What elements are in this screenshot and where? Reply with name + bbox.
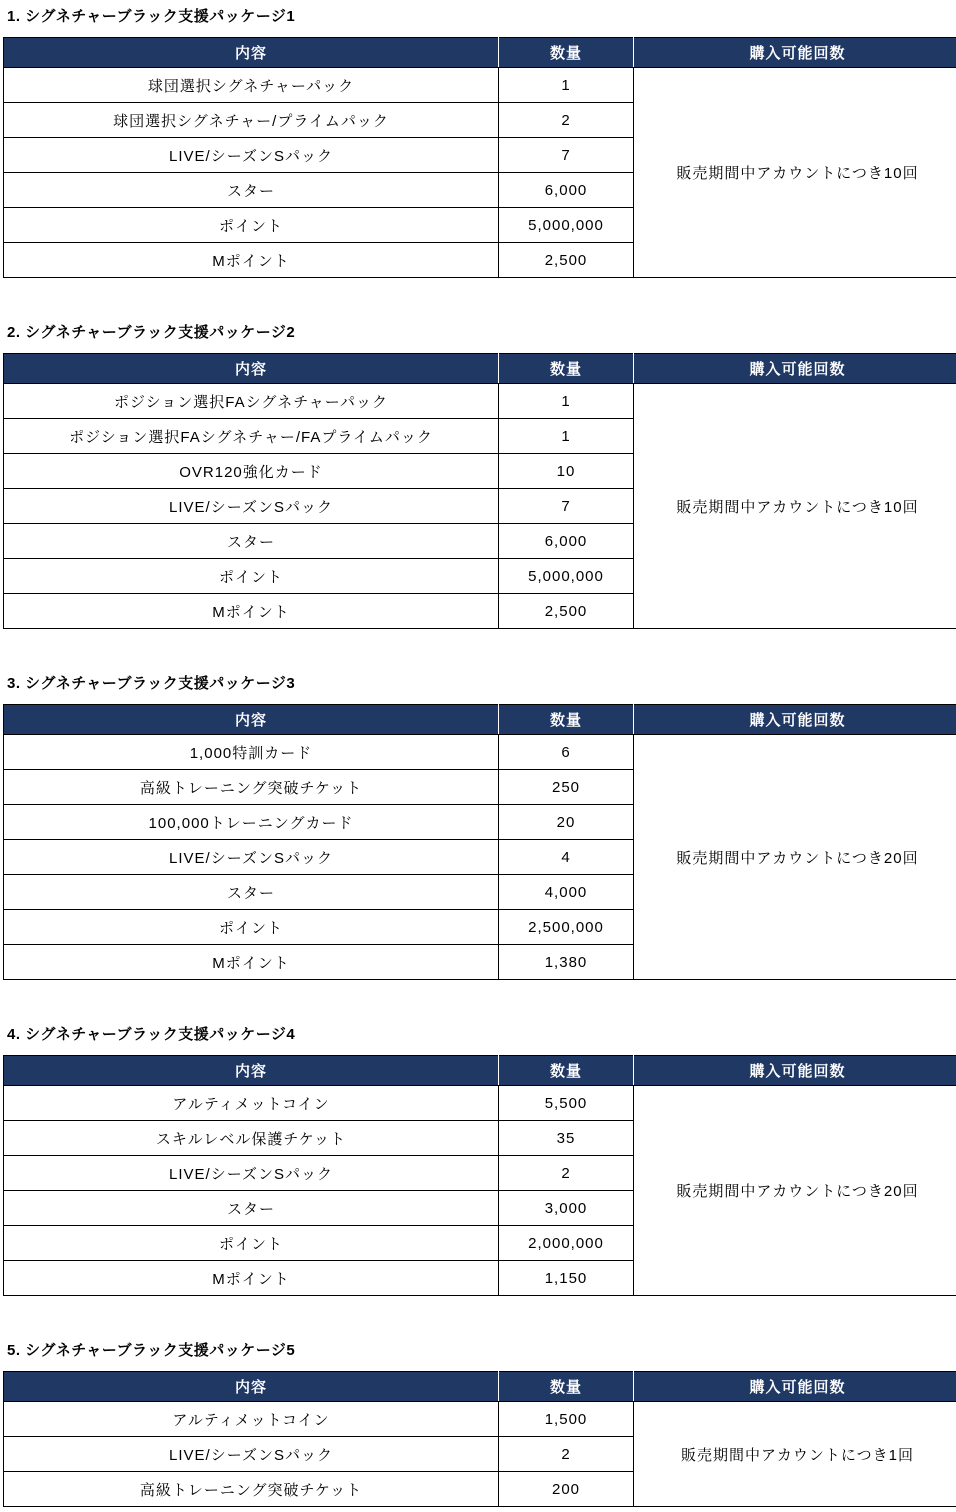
- table-row: [4, 1402, 956, 1437]
- package-section: [3, 324, 956, 629]
- package-title: 3. シグネチャーブラック支援パッケージ3: [7, 675, 956, 693]
- header-row: [4, 705, 956, 735]
- package-table: [3, 704, 956, 980]
- item-name-cell: ポイント: [4, 1226, 499, 1261]
- item-name-cell: 球団選択シグネチャーパック: [4, 68, 499, 103]
- package-title: 5. シグネチャーブラック支援パッケージ5: [7, 1342, 956, 1360]
- table-head: [4, 705, 956, 735]
- item-name-cell: 1,000特訓カード: [4, 735, 499, 770]
- item-name-cell: ポイント: [4, 910, 499, 945]
- item-name-cell: スキルレベル保護チケット: [4, 1121, 499, 1156]
- column-header-quantity: 数量: [499, 354, 634, 384]
- item-name-cell: スター: [4, 875, 499, 910]
- quantity-cell: 6,000: [499, 524, 634, 559]
- item-name-cell: Mポイント: [4, 945, 499, 980]
- quantity-cell: 5,000,000: [499, 208, 634, 243]
- table-head: [4, 1372, 956, 1402]
- table-body: [4, 1086, 956, 1296]
- quantity-cell: 250: [499, 770, 634, 805]
- quantity-cell: 2,500,000: [499, 910, 634, 945]
- table-row: [4, 68, 956, 103]
- package-table: [3, 37, 956, 278]
- table-head: [4, 354, 956, 384]
- item-name-cell: ポイント: [4, 559, 499, 594]
- table-head: [4, 1056, 956, 1086]
- quantity-cell: 10: [499, 454, 634, 489]
- quantity-cell: 1: [499, 68, 634, 103]
- column-header-quantity: 数量: [499, 705, 634, 735]
- purchase-limit-cell: 販売期間中アカウントにつき10回: [634, 384, 956, 629]
- quantity-cell: 5,500: [499, 1086, 634, 1121]
- table-body: [4, 735, 956, 980]
- quantity-cell: 4,000: [499, 875, 634, 910]
- quantity-cell: 1,500: [499, 1402, 634, 1437]
- column-header-purchase-count: 購入可能回数: [634, 1056, 956, 1086]
- item-name-cell: 高級トレーニング突破チケット: [4, 1472, 499, 1507]
- quantity-cell: 2: [499, 1156, 634, 1191]
- quantity-cell: 2,000,000: [499, 1226, 634, 1261]
- column-header-purchase-count: 購入可能回数: [634, 38, 956, 68]
- quantity-cell: 20: [499, 805, 634, 840]
- column-header-quantity: 数量: [499, 38, 634, 68]
- table-row: [4, 384, 956, 419]
- header-row: [4, 1372, 956, 1402]
- package-table: [3, 353, 956, 629]
- package-title: 2. シグネチャーブラック支援パッケージ2: [7, 324, 956, 342]
- item-name-cell: OVR120強化カード: [4, 454, 499, 489]
- package-section: [3, 1342, 956, 1507]
- quantity-cell: 2: [499, 103, 634, 138]
- purchase-limit-cell: 販売期間中アカウントにつき20回: [634, 735, 956, 980]
- quantity-cell: 200: [499, 1472, 634, 1507]
- quantity-cell: 4: [499, 840, 634, 875]
- quantity-cell: 2,500: [499, 594, 634, 629]
- quantity-cell: 35: [499, 1121, 634, 1156]
- table-body: [4, 68, 956, 278]
- quantity-cell: 7: [499, 489, 634, 524]
- table-row: [4, 735, 956, 770]
- item-name-cell: LIVE/シーズンSパック: [4, 138, 499, 173]
- table-head: [4, 38, 956, 68]
- column-header-quantity: 数量: [499, 1372, 634, 1402]
- quantity-cell: 1,150: [499, 1261, 634, 1296]
- quantity-cell: 2: [499, 1437, 634, 1472]
- item-name-cell: LIVE/シーズンSパック: [4, 1156, 499, 1191]
- item-name-cell: スター: [4, 173, 499, 208]
- column-header-purchase-count: 購入可能回数: [634, 1372, 956, 1402]
- item-name-cell: 球団選択シグネチャー/プライムパック: [4, 103, 499, 138]
- package-section: [3, 675, 956, 980]
- package-section: [3, 8, 956, 278]
- column-header-content: 内容: [4, 1372, 499, 1402]
- quantity-cell: 5,000,000: [499, 559, 634, 594]
- item-name-cell: アルティメットコイン: [4, 1086, 499, 1121]
- column-header-content: 内容: [4, 705, 499, 735]
- quantity-cell: 7: [499, 138, 634, 173]
- quantity-cell: 1: [499, 384, 634, 419]
- purchase-limit-cell: 販売期間中アカウントにつき1回: [634, 1402, 956, 1507]
- column-header-quantity: 数量: [499, 1056, 634, 1086]
- quantity-cell: 2,500: [499, 243, 634, 278]
- quantity-cell: 1: [499, 419, 634, 454]
- header-row: [4, 354, 956, 384]
- quantity-cell: 6,000: [499, 173, 634, 208]
- item-name-cell: スター: [4, 1191, 499, 1226]
- column-header-content: 内容: [4, 354, 499, 384]
- table-body: [4, 1402, 956, 1507]
- item-name-cell: LIVE/シーズンSパック: [4, 489, 499, 524]
- table-body: [4, 384, 956, 629]
- table-row: [4, 1086, 956, 1121]
- item-name-cell: ポジション選択FAシグネチャー/FAプライムパック: [4, 419, 499, 454]
- package-title: 1. シグネチャーブラック支援パッケージ1: [7, 8, 956, 26]
- package-title: 4. シグネチャーブラック支援パッケージ4: [7, 1026, 956, 1044]
- quantity-cell: 3,000: [499, 1191, 634, 1226]
- quantity-cell: 1,380: [499, 945, 634, 980]
- column-header-purchase-count: 購入可能回数: [634, 705, 956, 735]
- item-name-cell: ポジション選択FAシグネチャーパック: [4, 384, 499, 419]
- item-name-cell: スター: [4, 524, 499, 559]
- column-header-purchase-count: 購入可能回数: [634, 354, 956, 384]
- item-name-cell: LIVE/シーズンSパック: [4, 840, 499, 875]
- purchase-limit-cell: 販売期間中アカウントにつき10回: [634, 68, 956, 278]
- column-header-content: 内容: [4, 38, 499, 68]
- item-name-cell: 高級トレーニング突破チケット: [4, 770, 499, 805]
- package-table: [3, 1055, 956, 1296]
- item-name-cell: ポイント: [4, 208, 499, 243]
- item-name-cell: Mポイント: [4, 594, 499, 629]
- purchase-limit-cell: 販売期間中アカウントにつき20回: [634, 1086, 956, 1296]
- item-name-cell: アルティメットコイン: [4, 1402, 499, 1437]
- package-table: [3, 1371, 956, 1507]
- item-name-cell: LIVE/シーズンSパック: [4, 1437, 499, 1472]
- header-row: [4, 1056, 956, 1086]
- package-section: [3, 1026, 956, 1296]
- column-header-content: 内容: [4, 1056, 499, 1086]
- quantity-cell: 6: [499, 735, 634, 770]
- item-name-cell: Mポイント: [4, 1261, 499, 1296]
- item-name-cell: Mポイント: [4, 243, 499, 278]
- header-row: [4, 38, 956, 68]
- item-name-cell: 100,000トレーニングカード: [4, 805, 499, 840]
